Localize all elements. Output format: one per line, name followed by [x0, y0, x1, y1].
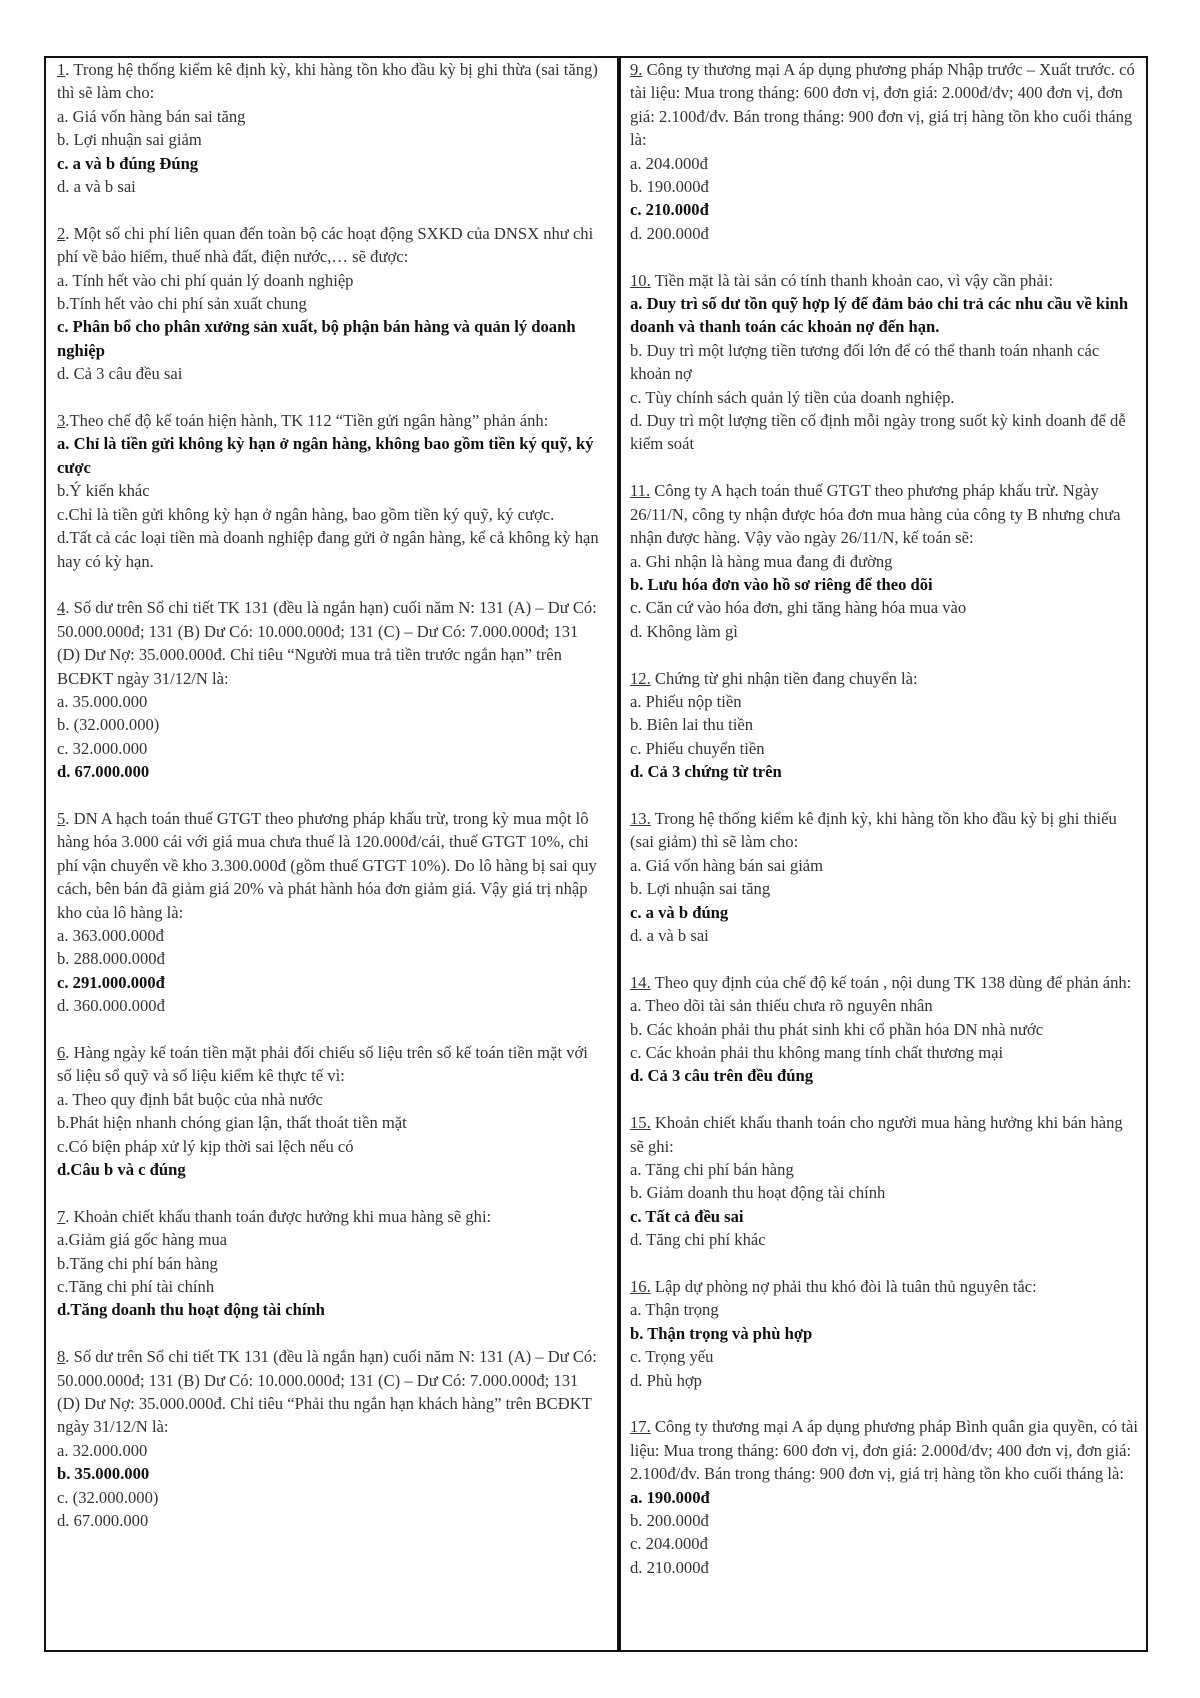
question-stem	[630, 1415, 1138, 1485]
answer-option: d. Tăng chi phí khác	[630, 1230, 766, 1250]
answer-option: a. Tính hết vào chi phí quản lý doanh nghiệp	[57, 270, 354, 290]
answer-option: a. Thận trọng	[630, 1300, 719, 1320]
question-2	[57, 222, 602, 386]
question-8	[57, 1345, 602, 1532]
question-4	[57, 596, 602, 783]
question-separator: .	[65, 1347, 74, 1367]
question-5	[57, 807, 602, 1018]
question-number: 15.	[630, 1113, 651, 1133]
question-6	[57, 1041, 602, 1181]
question-number: 16.	[630, 1277, 651, 1297]
correct-answer-option: a. Chỉ là tiền gửi không kỳ hạn ở ngân hàng, không bao gồm tiền ký quỹ, ký cược	[57, 434, 594, 477]
answer-option: b. 190.000đ	[630, 177, 709, 197]
answer-option: b.Tăng chi phí bán hàng	[57, 1253, 218, 1273]
question-stem	[630, 807, 1138, 854]
answer-option: d. Duy trì một lượng tiền cố định mỗi ngày trong suốt kỳ kinh doanh để dễ kiểm soát	[630, 411, 1126, 454]
answer-option: c. Trọng yếu	[630, 1347, 714, 1367]
question-text: Lập dự phòng nợ phải thu khó đòi là tuân thủ nguyên tắc:	[654, 1277, 1037, 1297]
question-stem	[630, 667, 1138, 690]
correct-answer-option: d.Tăng doanh thu hoạt động tài chính	[57, 1300, 325, 1320]
question-number: 9.	[630, 60, 643, 79]
question-separator: .	[65, 60, 74, 79]
question-16	[630, 1275, 1138, 1392]
question-number: 14.	[630, 972, 651, 992]
question-3	[57, 409, 602, 573]
answer-option: a. Theo quy định bắt buộc của nhà nước	[57, 1089, 323, 1109]
question-15	[630, 1111, 1138, 1251]
correct-answer-option: b. 35.000.000	[57, 1464, 150, 1484]
question-9	[630, 58, 1138, 245]
question-text: DN A hạch toán thuế GTGT theo phương pháp khấu trừ, trong kỳ mua một lô hàng hóa 3.000 cái với giá mua chưa thuế là 120.000đ/cái, thuế GTGT 10%, chi phí vận chuyển về kho 3.300.000đ (gồm thuế GTGT 10%). Do lô hàng bị sai quy cách, bên bán đã giảm giá 20% và phát hành hóa đơn giảm giá. Vậy giá trị nhập kho của lô hàng là:	[57, 808, 597, 922]
answer-option: b. Duy trì một lượng tiền tương đối lớn để có thể thanh toán nhanh các khoản nợ	[630, 340, 1100, 384]
answer-option: a. 32.000.000	[57, 1440, 148, 1460]
correct-answer-option: d. Cả 3 chứng từ trên	[630, 762, 782, 782]
question-text: Theo quy định của chế độ kế toán , nội dung TK 138 dùng để phản ánh:	[654, 972, 1132, 992]
question-number: 8	[57, 1347, 66, 1367]
question-stem	[57, 596, 602, 690]
answer-option: a. Theo dõi tài sản thiếu chưa rõ nguyên nhân	[630, 996, 933, 1016]
question-text: Số dư trên Sổ chi tiết TK 131 (đều là ngắn hạn) cuối năm N: 131 (A) – Dư Có: 50.000.000đ; 131 (B) Dư Có: 10.000.000đ; 131 (C) – Dư Có: 7.000.000đ; 131 (D) Dư Nợ: 35.000.000đ. Chỉ tiêu “Phải thu ngắn hạn khách hàng” trên BCĐKT ngày 31/12/N là:	[57, 1347, 597, 1437]
answer-option: b.Ý kiến khác	[57, 481, 150, 501]
answer-option: c. Các khoản phải thu không mang tính chất thương mại	[630, 1042, 1004, 1062]
question-1	[57, 58, 602, 198]
answer-option: d. 210.000đ	[630, 1557, 709, 1577]
answer-option: b. Lợi nhuận sai tăng	[630, 879, 771, 899]
question-separator: .	[65, 1042, 74, 1062]
correct-answer-option: c. Phân bổ cho phân xưởng sản xuất, bộ phận bán hàng và quản lý doanh nghiệp	[57, 317, 576, 360]
answer-option: a. Giá vốn hàng bán sai giảm	[630, 855, 824, 875]
question-stem	[630, 58, 1138, 152]
answer-option: c. (32.000.000)	[57, 1487, 159, 1507]
left-column	[57, 58, 602, 1556]
question-7	[57, 1205, 602, 1322]
answer-option: c. Tùy chính sách quản lý tiền của doanh nghiệp.	[630, 387, 955, 407]
question-14	[630, 971, 1138, 1088]
answer-option: d. 200.000đ	[630, 223, 709, 243]
question-text: Công ty thương mại A áp dụng phương pháp Nhập trước – Xuất trước. có tài liệu: Mua trong tháng: 600 đơn vị, đơn giá: 2.000đ/đv; 400 đơn vị, đơn giá: 2.100đ/đv. Bán trong tháng: 900 đơn vị, giá trị hàng tồn kho cuối tháng là:	[630, 60, 1135, 150]
question-stem	[630, 971, 1138, 994]
answer-option: a. 204.000đ	[630, 153, 708, 173]
answer-option: a. Phiếu nộp tiền	[630, 691, 742, 711]
answer-option: b. Biên lai thu tiền	[630, 715, 754, 735]
question-text: Số dư trên Sổ chi tiết TK 131 (đều là ngắn hạn) cuối năm N: 131 (A) – Dư Có: 50.000.000đ; 131 (B) Dư Có: 10.000.000đ; 131 (C) – Dư Có: 7.000.000đ; 131 (D) Dư Nợ: 35.000.000đ. Chỉ tiêu “Người mua trả tiền trước ngắn hạn” trên BCĐKT ngày 31/12/N là:	[57, 598, 597, 688]
question-stem	[630, 479, 1138, 549]
correct-answer-option: b. Lưu hóa đơn vào hồ sơ riêng để theo dõi	[630, 574, 933, 594]
question-number: 1	[57, 60, 66, 79]
answer-option: d. a và b sai	[630, 925, 709, 945]
answer-option: b. Lợi nhuận sai giảm	[57, 130, 202, 150]
answer-option: d. Cả 3 câu đều sai	[57, 364, 183, 384]
question-17	[630, 1415, 1138, 1579]
correct-answer-option: b. Thận trọng và phù hợp	[630, 1323, 813, 1343]
answer-option: b.Tính hết vào chi phí sản xuất chung	[57, 294, 307, 314]
question-text: Tiền mặt là tài sản có tính thanh khoản cao, vì vậy cần phải:	[654, 270, 1054, 290]
question-stem	[630, 269, 1138, 292]
question-text: Trong hệ thống kiểm kê định kỳ, khi hàng tồn kho đầu kỳ bị ghi thiếu (sai giảm) thì sẽ làm cho:	[630, 808, 1117, 852]
correct-answer-option: a. 190.000đ	[630, 1487, 710, 1507]
question-separator: .	[65, 411, 70, 431]
answer-option: d. 67.000.000	[57, 1511, 149, 1531]
question-stem	[630, 1275, 1138, 1298]
correct-answer-option: c. Tất cả đều sai	[630, 1206, 744, 1226]
answer-option: b.Phát hiện nhanh chóng gian lận, thất thoát tiền mặt	[57, 1113, 407, 1133]
question-separator: .	[65, 223, 74, 243]
answer-option: c. Phiếu chuyển tiền	[630, 738, 765, 758]
question-text: Một số chi phí liên quan đến toàn bộ các hoạt động SXKD của DNSX như chi phí về bảo hiểm, thuế nhà đất, điện nước,… sẽ được:	[57, 223, 594, 267]
correct-answer-option: c. a và b đúng	[630, 902, 729, 922]
question-number: 11.	[630, 481, 651, 501]
question-separator: .	[65, 1206, 74, 1226]
answer-option: c.Tăng chi phí tài chính	[57, 1277, 215, 1297]
question-stem	[57, 1345, 602, 1439]
question-number: 17.	[630, 1417, 651, 1437]
answer-option: b. Giảm doanh thu hoạt động tài chính	[630, 1183, 886, 1203]
answer-option: b. Các khoản phải thu phát sinh khi cổ phần hóa DN nhà nước	[630, 1019, 1044, 1039]
question-stem	[57, 807, 602, 924]
question-number: 13.	[630, 808, 651, 828]
question-number: 12.	[630, 668, 651, 688]
question-text: Hàng ngày kế toán tiền mặt phải đối chiếu số liệu trên sổ kế toán tiền mặt với số liệu sổ quỹ và số liệu kiểm kê thực tế vì:	[57, 1042, 588, 1086]
question-text: Công ty thương mại A áp dụng phương pháp Bình quân gia quyền, có tài liệu: Mua trong tháng: 600 đơn vị, đơn giá: 2.000đ/đv; 400 đơn vị, đơn giá: 2.100đ/đv. Bán trong tháng: 900 đơn vị, giá trị hàng tồn kho cuối tháng là:	[630, 1417, 1138, 1484]
correct-answer-option: c. 210.000đ	[630, 200, 709, 220]
question-number: 5	[57, 808, 66, 828]
question-stem	[57, 409, 602, 432]
question-separator: .	[65, 598, 74, 618]
answer-option: a. Tăng chi phí bán hàng	[630, 1160, 794, 1179]
answer-option: d. Phù hợp	[630, 1370, 702, 1390]
correct-answer-option: c. 291.000.000đ	[57, 972, 165, 992]
answer-option: b. 288.000.000đ	[57, 949, 165, 969]
answer-option: c.Chỉ là tiền gửi không kỳ hạn ở ngân hàng, bao gồm tiền ký quỹ, ký cược.	[57, 504, 555, 524]
right-column	[630, 58, 1138, 1603]
correct-answer-option: d. 67.000.000	[57, 762, 150, 782]
question-stem	[57, 1205, 602, 1228]
answer-option: d.Tất cả các loại tiền mà doanh nghiệp đang gửi ở ngân hàng, kể cả không kỳ hạn hay có kỳ hạn.	[57, 528, 599, 571]
question-stem	[57, 58, 602, 105]
answer-option: c. Căn cứ vào hóa đơn, ghi tăng hàng hóa mua vào	[630, 598, 967, 618]
answer-option: c.Có biện pháp xử lý kịp thời sai lệch nếu có	[57, 1136, 354, 1156]
question-text: Chứng từ ghi nhận tiền đang chuyển là:	[654, 668, 918, 688]
question-13	[630, 807, 1138, 947]
question-12	[630, 667, 1138, 784]
question-separator: .	[65, 808, 74, 828]
answer-option: c. 32.000.000	[57, 738, 148, 758]
question-number: 10.	[630, 270, 651, 290]
answer-option: d. 360.000.000đ	[57, 996, 165, 1016]
question-text: Theo chế độ kế toán hiện hành, TK 112 “Tiền gửi ngân hàng” phản ánh:	[69, 411, 549, 431]
answer-option: a. Ghi nhận là hàng mua đang đi đường	[630, 551, 893, 571]
question-text: Khoản chiết khấu thanh toán được hưởng khi mua hàng sẽ ghi:	[73, 1206, 492, 1226]
question-11	[630, 479, 1138, 643]
correct-answer-option: d.Câu b và c đúng	[57, 1160, 186, 1180]
question-text: Trong hệ thống kiểm kê định kỳ, khi hàng tồn kho đầu kỳ bị ghi thừa (sai tăng) thì sẽ làm cho:	[57, 60, 598, 103]
question-text: Khoản chiết khấu thanh toán cho người mua hàng hưởng khi bán hàng sẽ ghi:	[630, 1113, 1123, 1156]
answer-option: b. (32.000.000)	[57, 715, 160, 735]
question-number: 4	[57, 598, 66, 618]
question-stem	[57, 222, 602, 269]
answer-option: d. Không làm gì	[630, 621, 738, 641]
question-10	[630, 269, 1138, 456]
answer-option: b. 200.000đ	[630, 1511, 709, 1531]
correct-answer-option: c. a và b đúng Đúng	[57, 153, 199, 173]
question-stem	[57, 1041, 602, 1088]
question-stem	[630, 1111, 1138, 1158]
answer-option: c. 204.000đ	[630, 1534, 708, 1554]
question-text: Công ty A hạch toán thuế GTGT theo phương pháp khấu trừ. Ngày 26/11/N, công ty nhận được hóa đơn mua hàng của công ty B nhưng chưa nhận được hàng. Vậy vào ngày 26/11/N, kế toán sẽ:	[630, 481, 1121, 548]
question-number: 6	[57, 1042, 66, 1062]
question-number: 2	[57, 223, 66, 243]
column-divider	[617, 56, 621, 1652]
answer-option: a. 363.000.000đ	[57, 925, 164, 945]
answer-option: d. a và b sai	[57, 177, 136, 197]
answer-option: a. Giá vốn hàng bán sai tăng	[57, 106, 246, 126]
question-number: 7	[57, 1206, 66, 1226]
correct-answer-option: d. Cả 3 câu trên đều đúng	[630, 1066, 814, 1086]
correct-answer-option: a. Duy trì số dư tồn quỹ hợp lý để đảm bảo chi trả các nhu cầu về kinh doanh và thanh toán các khoản nợ đến hạn.	[630, 294, 1129, 337]
question-number: 3	[57, 411, 66, 431]
answer-option: a.Giảm giá gốc hàng mua	[57, 1230, 228, 1250]
answer-option: a. 35.000.000	[57, 691, 148, 711]
